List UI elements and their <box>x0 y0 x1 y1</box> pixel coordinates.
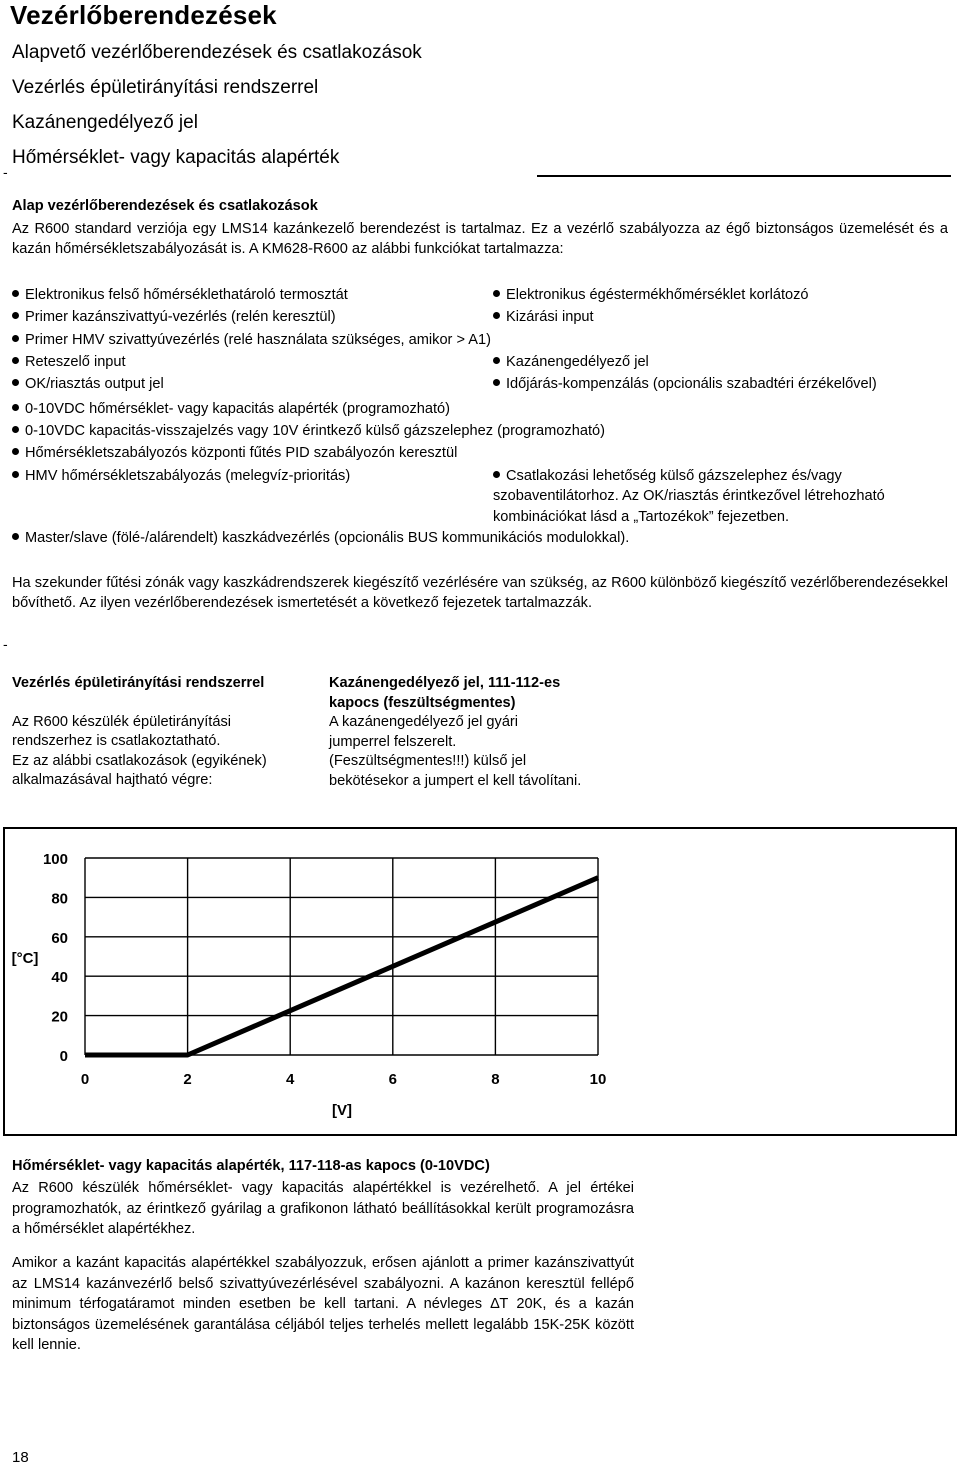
y-tick-label: 80 <box>51 890 68 908</box>
feature-item: Master/slave (fölé-/alárendelt) kaszkádvezérlés (opcionális BUS kommunikációs modulokkal). <box>12 528 629 548</box>
release-section <box>329 674 649 791</box>
feature-item: Elektronikus égéstermékhőmérséklet korlátozó <box>493 285 809 305</box>
y-tick-label: 20 <box>51 1008 68 1026</box>
bullet-icon <box>12 471 19 478</box>
y-tick-label: 0 <box>59 1048 68 1065</box>
bullet-icon <box>12 379 19 386</box>
bms-line: rendszerhez is csatlakoztatható. <box>12 733 221 749</box>
bullet-icon <box>12 290 19 297</box>
bullet-icon <box>12 335 19 342</box>
feature-item: 0-10VDC hőmérséklet- vagy kapacitás alapérték (programozható) <box>12 399 450 419</box>
release-line: A kazánengedélyező jel gyári <box>329 714 519 730</box>
feature-item: 0-10VDC kapacitás-visszajelzés vagy 10V érintkező külső gázszelephez (programozható) <box>12 421 605 441</box>
setpoint-paragraph: Az R600 készülék hőmérséklet- vagy kapacitás alapértékkel is vezérelhető. A jel értékei programozhatók, az érintkező gyárilag a grafikonon látható beállításokkal került programozásra a hőmérséklet alapértékhez. <box>12 1180 634 1237</box>
release-line: jumperrel felszerelt. <box>329 733 457 750</box>
toc-item: Hőmérséklet- vagy kapacitás alapérték <box>12 147 340 168</box>
bullet-icon <box>12 404 19 411</box>
feature-item: Elektronikus felső hőmérséklethatároló termosztát <box>12 285 348 305</box>
feature-item: Primer HMV szivattyúvezérlés (relé használata szükséges, amikor > A1) <box>12 330 491 350</box>
dash-mark: - <box>3 636 8 652</box>
setpoint-chart <box>3 827 957 1136</box>
y-tick-label: 40 <box>51 969 68 987</box>
x-tick-label: 6 <box>388 1071 397 1088</box>
toc-item: Vezérlés épületirányítási rendszerrel <box>12 77 319 98</box>
setpoint-heading: Hőmérséklet- vagy kapacitás alapérték, 117-118-as kapocs (0-10VDC) <box>12 1158 490 1174</box>
y-tick-label: 100 <box>42 851 68 868</box>
bms-line: Ez az alábbi csatlakozások (egyikének) <box>12 752 267 769</box>
bullet-icon <box>493 357 500 364</box>
y-tick-label: 60 <box>51 929 68 947</box>
feature-item: HMV hőmérsékletszabályozás (melegvíz-prioritás) <box>12 466 350 486</box>
x-tick-label: 0 <box>80 1071 90 1088</box>
feature-item: OK/riasztás output jel <box>12 374 164 394</box>
release-line: (Feszültségmentes!!!) külső jel <box>329 753 527 769</box>
bms-section <box>12 674 312 791</box>
intro-paragraph: Az R600 standard verziója egy LMS14 kazánkezelő berendezést is tartalmaz. Ez a vezérlő szabályozza az égő biztonságos üzemelését és a kazán hőmérsékletszabályozását is. A KM628-R600 az alábbi funkciókat tartalmazza: <box>12 221 948 257</box>
bullet-icon <box>12 357 19 364</box>
bullet-icon <box>12 448 19 455</box>
feature-item: Kizárási input <box>493 307 594 327</box>
page-title: Vezérlőberendezések <box>10 0 277 30</box>
x-tick-label: 2 <box>183 1071 192 1088</box>
bullet-icon <box>12 312 19 319</box>
bullet-icon <box>493 379 500 386</box>
release-line: bekötésekor a jumpert el kell távolítani. <box>329 772 582 789</box>
feature-item: Kazánengedélyező jel <box>493 352 649 372</box>
bms-line: alkalmazásával hajtható végre: <box>12 772 213 788</box>
chart-svg <box>5 829 955 1134</box>
feature-item: Hőmérsékletszabályozós központi fűtés PID szabályozón keresztül <box>12 443 457 463</box>
feature-item-cont: kombinációkat lásd a „Tartozékok” fejezetben. <box>493 509 790 525</box>
bullet-icon <box>12 426 19 433</box>
section-heading: Alap vezérlőberendezések és csatlakozások <box>12 198 318 214</box>
toc-item: Kazánengedélyező jel <box>12 112 198 133</box>
bms-heading: Vezérlés épületirányítási rendszerrel <box>12 675 265 691</box>
x-axis-label: [V] <box>332 1102 352 1119</box>
x-tick-label: 4 <box>286 1071 295 1088</box>
bullet-icon <box>493 290 500 297</box>
bms-line: Az R600 készülék épületirányítási <box>12 713 232 730</box>
setpoint-paragraph: Amikor a kazánt kapacitás alapértékkel szabályozzuk, erősen ajánlott a primer kazánszivattyút az LMS14 kazánvezérlő belső szivattyúvezérlésével szabályozni. A kazánon keresztül fellépő minimum térfogatáramot minden esetben be kell tartani. A névleges ∆T 20K, és a kazán biztonságos üzemelésének garantálása céljából teljes terhelés mellett legalább 15K-25K között kell lennie. <box>12 1255 634 1353</box>
bullet-icon <box>12 533 19 540</box>
dash-mark: - <box>3 164 8 180</box>
feature-item-cont: szobaventilátorhoz. Az OK/riasztás érintkezővel létrehozható <box>493 488 885 504</box>
feature-item: Időjárás-kompenzálás (opcionális szabadtéri érzékelővel) <box>493 374 877 394</box>
bullet-icon <box>493 312 500 319</box>
page-number: 18 <box>12 1449 29 1466</box>
feature-item: Primer kazánszivattyú-vezérlés (relén keresztül) <box>12 307 336 327</box>
divider <box>537 175 951 177</box>
secondary-paragraph: Ha szekunder fűtési zónák vagy kaszkádrendszerek kiegészítő vezérlésére van szükség, az R600 különböző kiegészítő vezérlőberendezésekkel bővíthető. Az ilyen vezérlőberendezések ismertetését a következő fejezetek tartalmazzák. <box>12 575 948 611</box>
toc-item: Alapvető vezérlőberendezések és csatlakozások <box>12 42 422 63</box>
feature-item: Csatlakozási lehetőség külső gázszelephez és/vagy <box>493 466 842 486</box>
series-line <box>85 878 598 1055</box>
x-tick-label: 8 <box>491 1071 500 1088</box>
release-heading: kapocs (feszültségmentes) <box>329 694 516 711</box>
x-tick-label: 10 <box>589 1071 607 1088</box>
bullet-icon <box>493 471 500 478</box>
feature-item: Reteszelő input <box>12 352 126 372</box>
y-axis-label: [°C] <box>11 950 39 967</box>
release-heading: Kazánengedélyező jel, 111-112-es <box>329 675 561 691</box>
